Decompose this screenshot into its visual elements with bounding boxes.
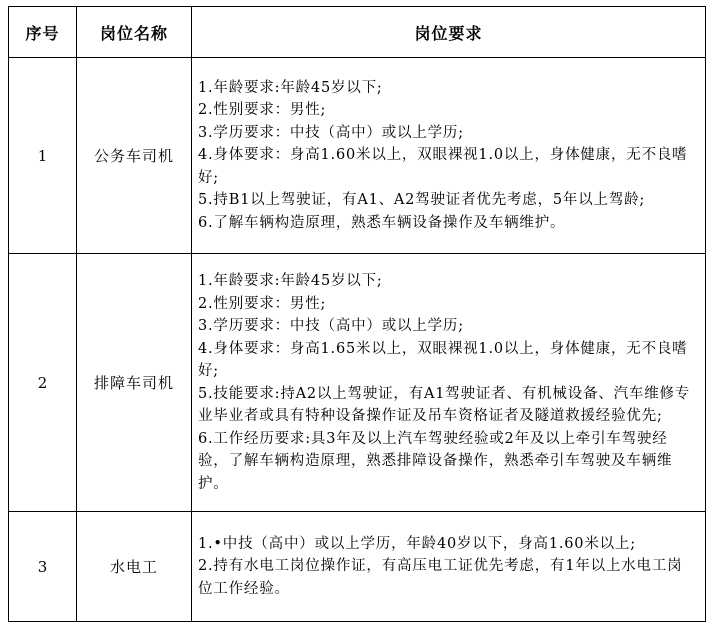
table-row bbox=[9, 254, 706, 512]
table-header-row bbox=[9, 7, 706, 58]
row-number: 3 bbox=[9, 512, 77, 622]
requirements-cell bbox=[192, 58, 706, 254]
requirement-line: 1.年龄要求:年龄45岁以下; bbox=[198, 273, 383, 289]
requirement-line: 3.学历要求：中技（高中）或以上学历; bbox=[198, 318, 464, 334]
row-number: 1 bbox=[9, 58, 77, 254]
requirement-line: 5.持B1以上驾驶证，有A1、A2驾驶证者优先考虑，5年以上驾龄; bbox=[198, 192, 646, 209]
requirement-line: 2.持有水电工岗位操作证，有高压电工证优先考虑，有1年以上水电工岗位工作经验。 bbox=[198, 558, 683, 597]
table-row bbox=[9, 512, 706, 622]
table-row bbox=[9, 58, 706, 254]
requirement-line: 5.技能要求:持A2以上驾驶证，有A1驾驶证者、有机械设备、汽车维修专业毕业者或具有特种设备操作证及吊车资格证者及隧道救援经验优先; bbox=[198, 385, 691, 424]
header-position-name: 岗位名称 bbox=[77, 7, 192, 58]
requirement-line: 4.身体要求：身高1.65米以上，双眼裸视1.0以上，身体健康，无不良嗜好; bbox=[198, 340, 688, 379]
requirement-line: 6.了解车辆构造原理，熟悉车辆设备操作及车辆维护。 bbox=[198, 214, 566, 231]
header-position-requirements: 岗位要求 bbox=[192, 7, 706, 58]
position-name: 水电工 bbox=[77, 512, 192, 622]
requirements-cell bbox=[192, 254, 706, 512]
header-serial-number: 序号 bbox=[9, 7, 77, 58]
row-number: 2 bbox=[9, 254, 77, 512]
requirement-line: 6.工作经历要求:具3年及以上汽车驾驶经验或2年及以上牵引车驾驶经验，了解车辆构造原理，熟悉排障设备操作，熟悉牵引车驾驶及车辆维护。 bbox=[198, 430, 673, 492]
requirement-line: 2.性别要求：男性; bbox=[198, 295, 327, 312]
position-name: 排障车司机 bbox=[77, 254, 192, 512]
requirement-line: 2.性别要求：男性; bbox=[198, 102, 327, 119]
requirements-cell bbox=[192, 512, 706, 622]
job-requirements-table bbox=[8, 6, 706, 622]
requirement-line: 1.年龄要求:年龄45岁以下; bbox=[198, 79, 383, 96]
requirement-line: 4.身体要求：身高1.60米以上，双眼裸视1.0以上，身体健康，无不良嗜好; bbox=[198, 147, 688, 186]
requirement-line: 1.•中技（高中）或以上学历，年龄40岁以下，身高1.60米以上; bbox=[198, 535, 636, 552]
position-name: 公务车司机 bbox=[77, 58, 192, 254]
requirement-line: 3.学历要求：中技（高中）或以上学历; bbox=[198, 124, 464, 141]
